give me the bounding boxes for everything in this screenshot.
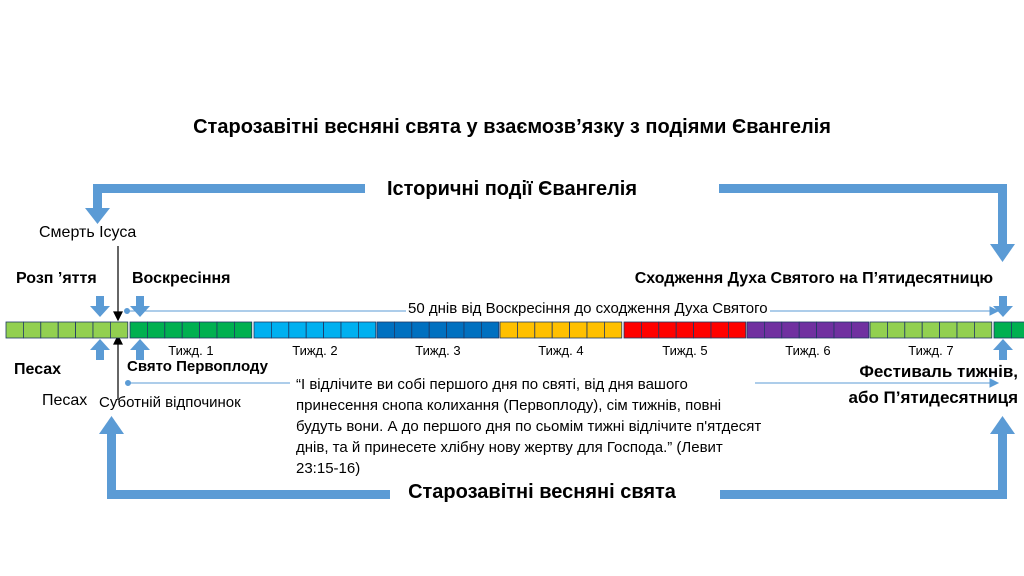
day-cell (694, 322, 711, 338)
resurrection-label: Воскресіння (132, 270, 231, 287)
fifty-days-label: 50 днів від Воскресіння до сходження Духа Святого (408, 300, 768, 317)
day-cell (817, 322, 834, 338)
day-cell (147, 322, 164, 338)
day-cell (587, 322, 604, 338)
week-4-cells (500, 322, 622, 338)
timeline-cells (6, 322, 1024, 338)
day-cell (922, 322, 939, 338)
ot-feasts-header: Старозавітні весняні свята (408, 481, 676, 503)
week-5-label: Тижд. 5 (662, 343, 708, 358)
day-cell (764, 322, 781, 338)
day-cell (481, 322, 498, 338)
day-cell (110, 322, 127, 338)
day-cell (41, 322, 58, 338)
week-6-label: Тижд. 6 (785, 343, 831, 358)
pentecost-day-cells (994, 322, 1024, 338)
day-cell (887, 322, 904, 338)
day-cell (464, 322, 481, 338)
day-cell (799, 322, 816, 338)
day-cell (535, 322, 552, 338)
week-2-cells (254, 322, 376, 338)
passover-label: Песах (42, 392, 88, 409)
day-cell (234, 322, 251, 338)
pentecost-descent-label: Сходження Духа Святого на П’ятидесятницю (634, 270, 993, 287)
day-cell (747, 322, 764, 338)
week-7-cells (870, 322, 992, 338)
day-cell (130, 322, 147, 338)
day-cell (358, 322, 375, 338)
day-cell (974, 322, 991, 338)
day-cell (394, 322, 411, 338)
day-cell (429, 322, 446, 338)
gospel-events-header: Історичні події Євангелія (386, 178, 638, 200)
firstfruits-feast-label: Свято Первоплоду (127, 358, 268, 375)
week-2-label: Тижд. 2 (292, 343, 338, 358)
day-cell (93, 322, 110, 338)
passover-feast-label: Песах (14, 361, 62, 378)
day-cell (341, 322, 358, 338)
feast-of-weeks-label (848, 359, 1018, 411)
day-cell (851, 322, 868, 338)
day-cell (377, 322, 394, 338)
page-title: Старозавітні весняні свята у взаємозв’язку з подіями Євангелія (193, 116, 831, 138)
feast-of-weeks-line1: Фестиваль тижнів, (859, 362, 1018, 381)
day-cell (6, 322, 23, 338)
day-cell (552, 322, 569, 338)
week-7-label: Тижд. 7 (908, 343, 954, 358)
week-4-label: Тижд. 4 (538, 343, 584, 358)
feast-of-weeks-line2: або П’ятидесятниця (848, 388, 1018, 407)
day-cell (624, 322, 641, 338)
week-3-label: Тижд. 3 (415, 343, 461, 358)
week-1-label: Тижд. 1 (168, 343, 214, 358)
day-cell (711, 322, 728, 338)
day-cell (58, 322, 75, 338)
day-cell (200, 322, 217, 338)
leviticus-quote: “І відлічите ви собі першого дня по святі, від дня вашого принесення снопа колихання (Первоплоду), сім тижнів, повні будуть вони. А до першого дня по сьомім тижні відлічите п'ятдесят днів, та й принесете хлібну нову жертву для Господа.” (Левит 23:15-16) (296, 376, 762, 477)
day-cell (324, 322, 341, 338)
day-cell (306, 322, 323, 338)
week-5-cells (624, 322, 746, 338)
day-cell (728, 322, 745, 338)
week-3-cells (377, 322, 499, 338)
day-cell (165, 322, 182, 338)
day-cell (570, 322, 587, 338)
day-cell (182, 322, 199, 338)
day-cell (217, 322, 234, 338)
day-cell (517, 322, 534, 338)
day-cell (412, 322, 429, 338)
day-cell (254, 322, 271, 338)
week-6-cells (747, 322, 869, 338)
day-cell (870, 322, 887, 338)
day-cell (659, 322, 676, 338)
day-cell (905, 322, 922, 338)
day-cell (23, 322, 40, 338)
day-cell (782, 322, 799, 338)
sabbath-rest-label: Суботній відпочинок (99, 394, 241, 411)
week-1-cells (130, 322, 252, 338)
day-cell (447, 322, 464, 338)
day-cell (76, 322, 93, 338)
day-cell (940, 322, 957, 338)
day-cell (289, 322, 306, 338)
day-cell (500, 322, 517, 338)
jesus-death-label: Смерть Ісуса (39, 224, 137, 241)
day-cell (957, 322, 974, 338)
day-cell (1011, 322, 1024, 338)
passover-week-cells (6, 322, 128, 338)
day-cell (834, 322, 851, 338)
day-cell (271, 322, 288, 338)
day-cell (994, 322, 1011, 338)
crucifixion-label: Розп ’яття (16, 270, 97, 287)
day-cell (676, 322, 693, 338)
day-cell (604, 322, 621, 338)
day-cell (641, 322, 658, 338)
